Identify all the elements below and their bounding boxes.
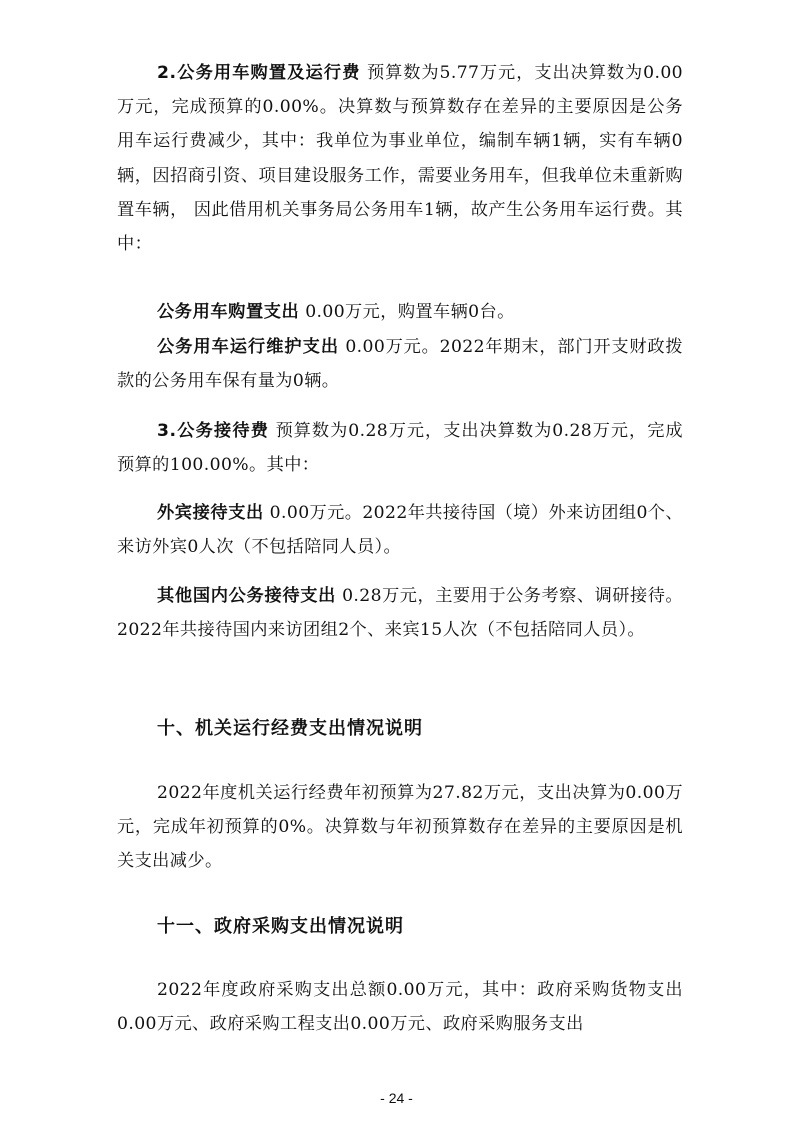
vehicle-title: 2.公务用车购置及运行费: [157, 63, 361, 83]
paragraph-section-11: [117, 973, 683, 1041]
vehicle-purchase-title: 公务用车购置支出: [157, 302, 300, 322]
paragraph-foreign-reception: [117, 496, 683, 564]
foreign-reception-title: 外宾接待支出: [157, 503, 264, 523]
vehicle-maintenance-text: 0.00万元。2022年期末，部门开支财政拨款的公务用车保有量为0辆。: [117, 337, 683, 392]
paragraph-reception: [117, 414, 683, 482]
paragraph-vehicle: [117, 56, 683, 261]
vehicle-purchase-text: 0.00万元，购置车辆0台。: [305, 302, 515, 322]
section-11-heading: 十一、政府采购支出情况说明: [157, 916, 404, 937]
paragraph-domestic-reception: [117, 579, 683, 647]
vehicle-maintenance-title: 公务用车运行维护支出: [157, 337, 340, 357]
page-number: - 24 -: [380, 1090, 413, 1106]
foreign-reception-text: 0.00万元。2022年共接待国（境）外来访团组0个、来访外宾0人次（不包括陪同人员）。: [117, 503, 683, 558]
paragraph-vehicle-purchase: [117, 295, 683, 329]
section-11-text: 2022年度政府采购支出总额0.00万元，其中：政府采购货物支出0.00万元、政府采购工程支出0.00万元、政府采购服务支出: [117, 980, 683, 1035]
paragraph-section-10: [117, 776, 683, 879]
reception-text: 预算数为0.28万元，支出决算数为0.28万元，完成预算的100.00%。其中：: [117, 421, 683, 476]
section-10-text: 2022年度机关运行经费年初预算为27.82万元，支出决算为0.00万元，完成年初预算的0%。决算数与年初预算数存在差异的主要原因是机关支出减少。: [117, 783, 683, 872]
paragraph-vehicle-maintenance: [117, 330, 683, 398]
reception-title: 3.公务接待费: [157, 421, 270, 441]
vehicle-text: 预算数为5.77万元，支出决算数为0.00万元，完成预算的0.00%。决算数与预算数存在差异的主要原因是公务用车运行费减少，其中：我单位为事业单位，编制车辆1辆，实有车辆0辆，因招商引资、项目建设服务工作，需要业务用车，但我单位未重新购置车辆， 因此借用机关事务局公务用车1辆，故产生公务用车运行费。其中：: [117, 63, 683, 255]
domestic-reception-text: 0.28万元，主要用于公务考察、调研接待。2022年共接待国内来访团组2个、来宾15人次（不包括陪同人员）。: [117, 586, 683, 641]
domestic-reception-title: 其他国内公务接待支出: [157, 586, 337, 606]
section-10-heading: 十、机关运行经费支出情况说明: [157, 718, 423, 739]
